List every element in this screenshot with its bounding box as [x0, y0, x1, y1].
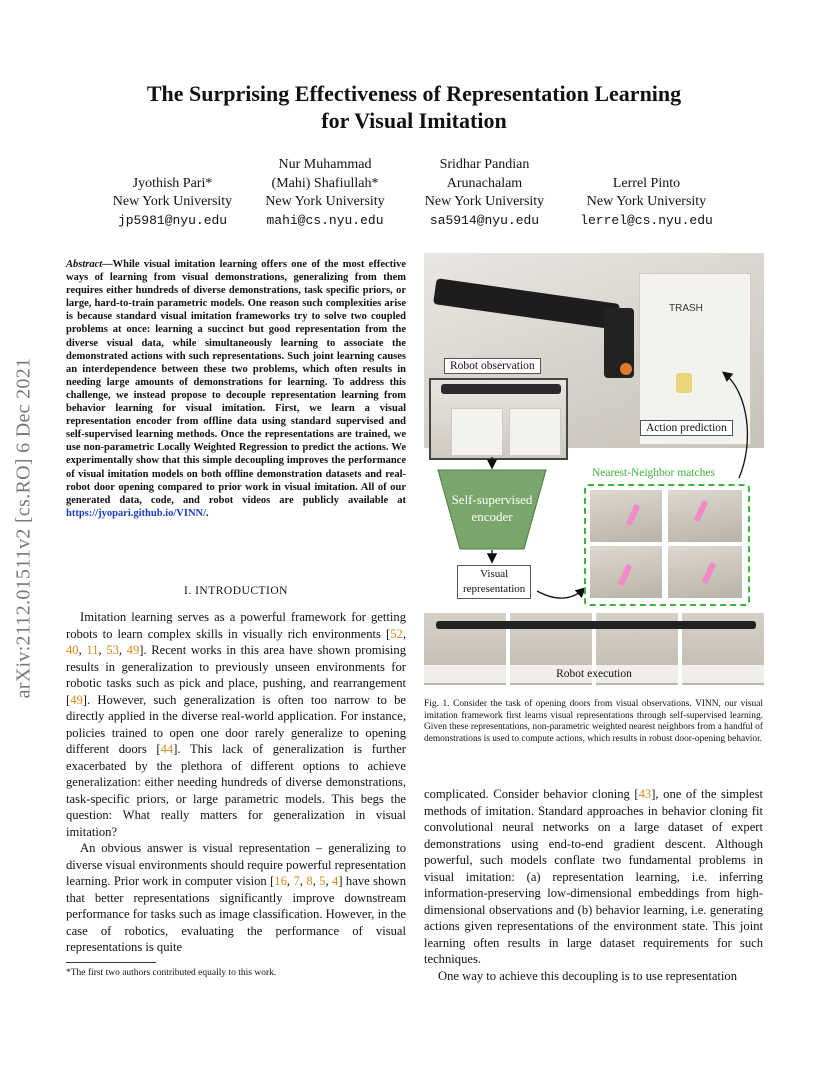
citation-link[interactable]: 11 [86, 643, 99, 657]
author-name-line2: (Mahi) Shafiullah* [271, 175, 379, 191]
right-paragraph-2: One way to achieve this decoupling is to use representation [438, 968, 738, 983]
abstract [66, 258, 406, 520]
trash-label: TRASH [669, 303, 703, 314]
author-4 [564, 156, 729, 230]
abstract-text: —While visual imitation learning offers one of the most effective ways of learning from visual demonstrations, generalizing from them requires either hundreds of diverse demonstrations, task specific priors, or large, hard-to-train parametric models. One reason such complexities arise is because standard visual imitation frameworks try to solve two coupled problems at once: learning a succinct but good representation from the diverse visual data, while simultaneously learning to associate the demonstrated actions with such representations. Such joint learning causes an interdependence between these two problems, which often results in needing large amounts of demonstrations for learning. To address this challenge, we instead propose to decouple representation learning from behavior learning for visual imitation. First, we learn a visual representation encoder from offline data using standard supervised and self-supervised learning methods. Once the representations are trained, we use non-parametric Locally Weighted Regression to predict the actions. We experimentally show that this simple decoupling improves the performance of visual imitation models on both offline demonstration datasets and real-robot door opening compared to prior work in visual imitation. All of our generated data, code, and robot videos are publicly available at [66, 259, 406, 506]
title-line-2: for Visual Imitation [321, 108, 507, 133]
text: ]. However, such generalization is often too narrow to be directly applied in the diverse real-world application. For instance, policies trained to open one door rarely generalize to opening different doors [ [66, 692, 406, 756]
citation-link[interactable]: 40 [66, 643, 79, 657]
text: ] have shown that better representations significantly improve downstream performance for tasks such as image classification. However, in the case of robotics, evaluating the performance of visual representations is quite [66, 874, 407, 954]
author-affiliation: New York University [112, 194, 233, 209]
project-link[interactable]: https://jyopari.github.io/VINN/ [66, 507, 207, 519]
citation-link[interactable]: 8 [306, 874, 313, 888]
author-3 [402, 156, 567, 230]
author-email: sa5914@nyu.edu [429, 212, 540, 228]
title-line-1: The Surprising Effectiveness of Representation Learning [146, 81, 682, 106]
citation-link[interactable]: 52 [390, 626, 403, 641]
citation-link[interactable]: 7 [293, 874, 300, 888]
arxiv-stamp [8, 290, 40, 765]
section-heading-introduction: I. INTRODUCTION [184, 585, 288, 597]
text: ]. This lack of generalization is further exacerbated by the plethora of different options to achieve generalization: either needing hundreds of diverse demonstrations, task-specific priors, or large parametric models. This begs the question: What really matters for generalization in visual imitation? [66, 742, 406, 839]
citation-link[interactable]: 44 [160, 742, 174, 756]
footnote: *The first two authors contributed equally to this work. [66, 968, 277, 978]
citation-link[interactable]: 49 [70, 692, 83, 707]
text: An obvious answer is visual representation – generalizing to diverse visual environments should require powerful representation learning. Prior work in computer vision [ [66, 841, 406, 888]
author-email: mahi@cs.nyu.edu [266, 212, 384, 228]
footnote-rule [66, 962, 156, 963]
author-affiliation: New York University [586, 194, 707, 209]
intro-left-column [66, 609, 406, 956]
text: ]. Recent works in this area have shown promising results in generalization to previously unseen environments for robotic tasks such as pick and place, pushing, and rearrangement [ [66, 643, 407, 707]
abstract-end: . [206, 507, 209, 519]
visual-representation-box [457, 565, 531, 599]
author-affiliation: New York University [265, 194, 385, 209]
execution-arm [436, 621, 756, 629]
action-prediction-label: Action prediction [640, 420, 733, 436]
author-name-line1: Sridhar Pandian [439, 157, 530, 172]
robot-observation-label: Robot observation [444, 358, 541, 374]
author-name-line1 [90, 156, 255, 175]
author-1 [90, 156, 255, 230]
citation-link[interactable]: 4 [332, 874, 339, 888]
author-email: lerrel@cs.nyu.edu [580, 212, 713, 228]
encoder-label [438, 491, 546, 525]
intro-paragraph-2: An obvious answer is visual representation – generalizing to diverse visual environments should require powerful representation learning. Prior work in computer vision [16, 7, 8, 5, 4] have shown that better representations significantly improve downstream performance for tasks such as image classification. However, in the case of robotics, evaluating the performance of visual representations is quite [66, 841, 407, 954]
author-2 [240, 156, 410, 230]
author-name-line1 [564, 156, 729, 175]
author-name-line2: Jyothish Pari* [132, 175, 213, 191]
intro-right-column [424, 786, 763, 984]
encoder-line-1: Self-supervised [451, 492, 533, 507]
robot-execution-label: Robot execution [424, 665, 764, 683]
encoder-line-2: encoder [471, 509, 513, 524]
nn-thumb-3 [590, 546, 662, 598]
author-name-line2: Arunachalam [446, 175, 523, 191]
robot-execution-strip [424, 613, 764, 685]
abstract-label: Abstract [66, 259, 103, 270]
citation-link[interactable]: 43 [638, 787, 652, 801]
citation-link[interactable]: 16 [274, 874, 287, 888]
visual-rep-line-2: representation [463, 583, 526, 595]
paper-title [0, 80, 828, 134]
citation-link[interactable]: 5 [319, 874, 326, 888]
figure-caption: Fig. 1. Consider the task of opening doors from visual observations. VINN, our visual imitation framework first learns visual representations through self-supervised learning. Given these representations, non-parametric weighted nearest neighbors from a handful of demonstrations is used to compute actions, which results in robust door-opening behavior. [424, 699, 763, 745]
author-name-line2: Lerrel Pinto [612, 175, 681, 191]
text: ], one of the simplest methods of imitation. Standard approaches in behavior cloning fit convolutional neural networks on a large dataset of expert demonstrations using end-to-end gradient descent. Although powerful, such models conflate two fundamental problems in visual imitation: (a) representation learning, i.e. inferring information-preserving low-dimensional embeddings from high-dimensional observations and (b) behavior learning, i.e. generating actions given representations of the environment state. This joint learning often results in large dataset requirements for such techniques. [424, 787, 763, 966]
visual-rep-line-1: Visual [480, 568, 509, 580]
text: Imitation learning serves as a powerful framework for getting robots to learn complex skills in visually rich environments [ [66, 610, 406, 641]
right-paragraph-1 [424, 786, 763, 968]
nn-matches-label: Nearest-Neighbor matches [592, 467, 715, 479]
nn-thumb-2 [668, 490, 742, 542]
nn-thumb-4 [668, 546, 742, 598]
author-email: jp5981@nyu.edu [117, 212, 228, 228]
author-name-line1: Nur Muhammad [278, 157, 372, 172]
intro-paragraph-1: Imitation learning serves as a powerful framework for getting robots to learn complex skills in visually rich environments [52, 40, 11, 53, 49]. Recent works in this area have shown promising results in generalization to previously unseen environments for robotic tasks such as pick and place, pushing, and rearrangement [49]. However, such generalization is often too narrow to be directly applied in the diverse real-world application. For instance, policies trained to open one door rarely generalize to opening different doors [44]. This lack of generalization is further exacerbated by the plethora of different options to achieve generalization: either needing hundreds of diverse demonstrations, task-specific priors, or large parametric models. This begs the question: What really matters for generalization in visual imitation? [66, 610, 407, 839]
nn-matches-box [584, 484, 750, 606]
arxiv-id: arXiv:2112.01511v2 [cs.RO] 6 Dec 2021 [12, 357, 35, 698]
text: complicated. Consider behavior cloning [ [424, 787, 639, 801]
citation-link[interactable]: 53 [106, 643, 119, 657]
author-affiliation: New York University [424, 194, 545, 209]
figure-1 [424, 253, 764, 693]
citation-link[interactable]: 49 [126, 643, 140, 657]
nn-thumb-1 [590, 490, 662, 542]
